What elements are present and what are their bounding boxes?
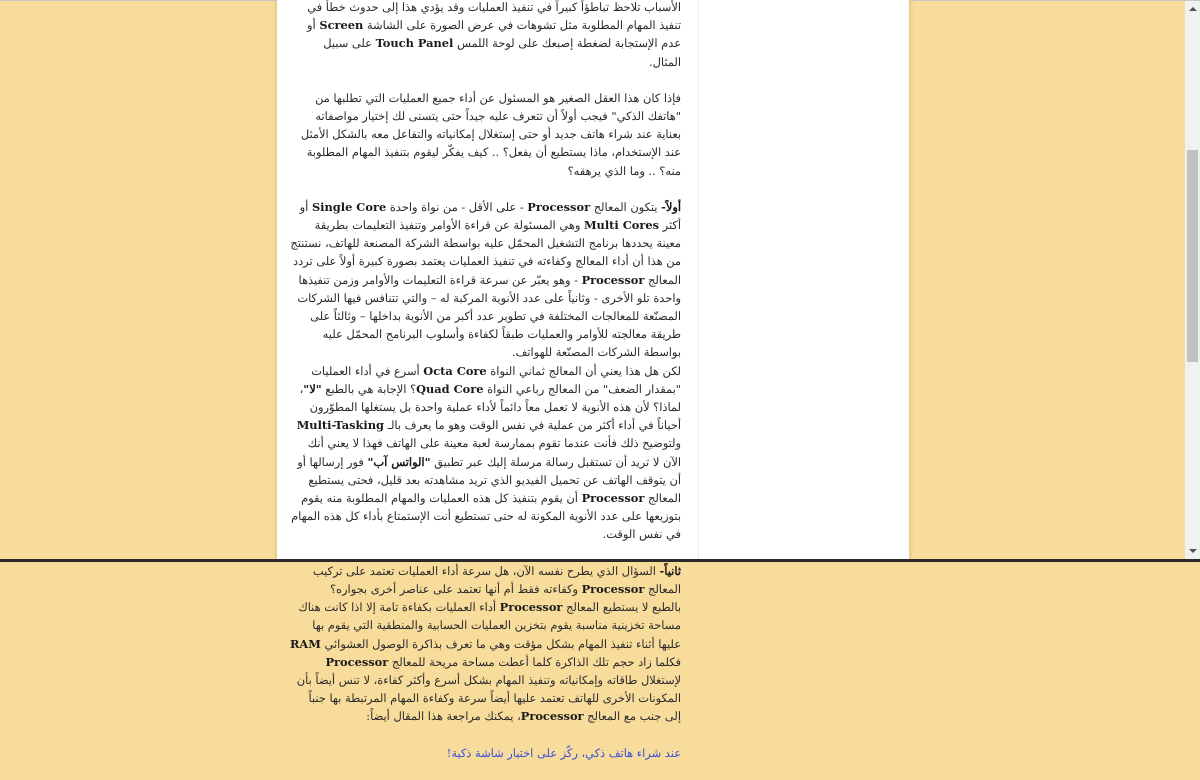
- scroll-thumb[interactable]: [1187, 150, 1198, 362]
- term-touch-panel: Touch Panel: [375, 36, 454, 51]
- paragraph-octa-core: لكن هل هذا يعني أن المعالج ثماني النواة Octa Core أسرع في أداء العمليات "بمقدار الضعف" من المعالج رباعي النواة Quad Core؟ الإجابة هي بالطبع "لا"، لماذا؟ لأن هذه الأنوية لا تعمل معاً دائماً لأداء عملية واحدة بل يستغلها المطوّرون أحياناً في أداء أكثر من عملية في نفس الوقت وهو ما يعرف بالـ Multi-Tasking ولتوضيح ذلك فأنت عندما تقوم بممارسة لعبة معينة على الهاتف فهذا لا يعني أنك الآن لا تريد أن تستقبل رسالة مرسلة إليك عبر تطبيق "الواتس آب" فور إرسالها أو أن يتوقف الهاتف عن تحميل الفيديو الذي تريد مشاهدته بعد قليل، فحتى يستطيع المعالج Processor أن يقوم بتنفيذ كل هذه العمليات والمهام المطلوبة منه يقوم بتوزيعها على عدد الأنوية المكونة له حتى تستطيع أنت الإستمتاع بأداء كل هذه المهام في نفس الوقت.: [291, 363, 681, 542]
- paragraph-intro-continued: الأسباب تلاحظ تباطؤاً كبيراً في تنفيذ العمليات وقد يؤدي هذا إلى حدوث خطأ في تنفيذ المهام المطلوبة مثل تشوهات في عرض الصورة على الشاشة Screen أو عدم الإستجابة لضغطة إصبعك على لوحة اللمس Touch Panel على سبيل المثال.: [307, 0, 681, 69]
- article-body: [289, 0, 681, 780]
- paragraph-second-point: ثانياً- السؤال الذي يطرح نفسه الآن، هل سرعة أداء العمليات تعتمد على تركيب المعالج Processor وكفاءته فقط أم أنها تعتمد على عناصر أخرى بجواره؟: [312, 563, 681, 596]
- label-second: ثانياً-: [659, 563, 681, 578]
- scroll-up-button[interactable]: [1185, 1, 1200, 17]
- vertical-scrollbar[interactable]: [1185, 1, 1200, 559]
- related-article-paragraph: [289, 744, 681, 762]
- label-first: أولاً-: [661, 199, 681, 214]
- article-page: [277, 0, 909, 760]
- term-screen: Screen: [319, 18, 364, 33]
- column-divider: [698, 0, 699, 559]
- paragraph-brain-question: فإذا كان هذا العقل الصغير هو المسئول عن أداء جميع العمليات التي تطلبها من "هاتفك الذكي" فيجب أولاً أن تتعرف عليه جيداً حتى يتسنى لك إختيار مواصفاته بعناية عند شراء هاتف جديد أو حتى إستغلال إمكانياته والتفاعل معه بالشكل الأمثل عند الإستخدام، ماذا يستطيع أن يفعل؟ .. كيف يفكّر ليقوم بتنفيذ المهام المطلوبة منه؟ .. وما الذي يرهقه؟: [300, 90, 681, 178]
- arrow-down-icon: [1189, 549, 1197, 553]
- scroll-down-button[interactable]: [1185, 543, 1200, 559]
- arrow-up-icon: [1189, 7, 1197, 11]
- paragraph-ram: بالطبع لا يستطيع المعالج Processor أداء العمليات بكفاءة تامة إلا اذا كانت هناك مساحة تخزينية مناسبة يقوم بتخزين العمليات الحسابية والمنطقية التي يقوم بها عليها أثناء تنفيذ المهام بشكل مؤقت وهي ما تعرف بذاكرة الوصول العشوائي RAM فكلما زاد حجم تلك الذاكرة كلما أعطت مساحة مريحة للمعالج Processor لإستغلال طاقاته وإمكانياته وتنفيذ المهام بشكل أسرع وأكثر كفاءة، لا تنس أيضاً بأن المكونات الأخرى للهاتف تعتمد عليها أيضاً سرعة وكفاءة المهام المرتبطة بها جنباً إلى جنب مع المعالج Processor، يمكنك مراجعة هذا المقال أيضاً:: [289, 600, 681, 724]
- paragraph-first-point: أولاً- يتكون المعالج Processor - على الأقل - من نواة واحدة Single Core أو أكثر Multi Cores وهي المسئولة عن قراءة الأوامر وتنفيذ التعليمات بطريقة معينة يحددها برنامج التشغيل المحمّل عليه بواسطة الشركة المصنعة للهاتف، نستنتج من هذا أن أداء المعالج وكفاءته في تنفيذ العمليات يعتمد بصورة كبيرة أولاً على تردد المعالج Processor - وهو يعبّر عن سرعة قراءة التعليمات والأوامر وزمن تنفيذها واحدة تلو الأخرى - وثانياً على عدد الأنوية المركبة له – والتي تتنافس فيها الشركات المصنّعة للمعالجات المختلفة في تطوير عدد أكبر من الأنوية بداخلها – وثالثاً على طريقة معالجته للأوامر والعمليات طبقاً لكفاءة وأسلوب البرنامج المحمّل عليه بواسطة الشركات المصنّعة للهواتف.: [290, 199, 681, 360]
- related-article-link[interactable]: عند شراء هاتف ذكي، ركّز على اختيار شاشة ذكية!: [446, 745, 681, 760]
